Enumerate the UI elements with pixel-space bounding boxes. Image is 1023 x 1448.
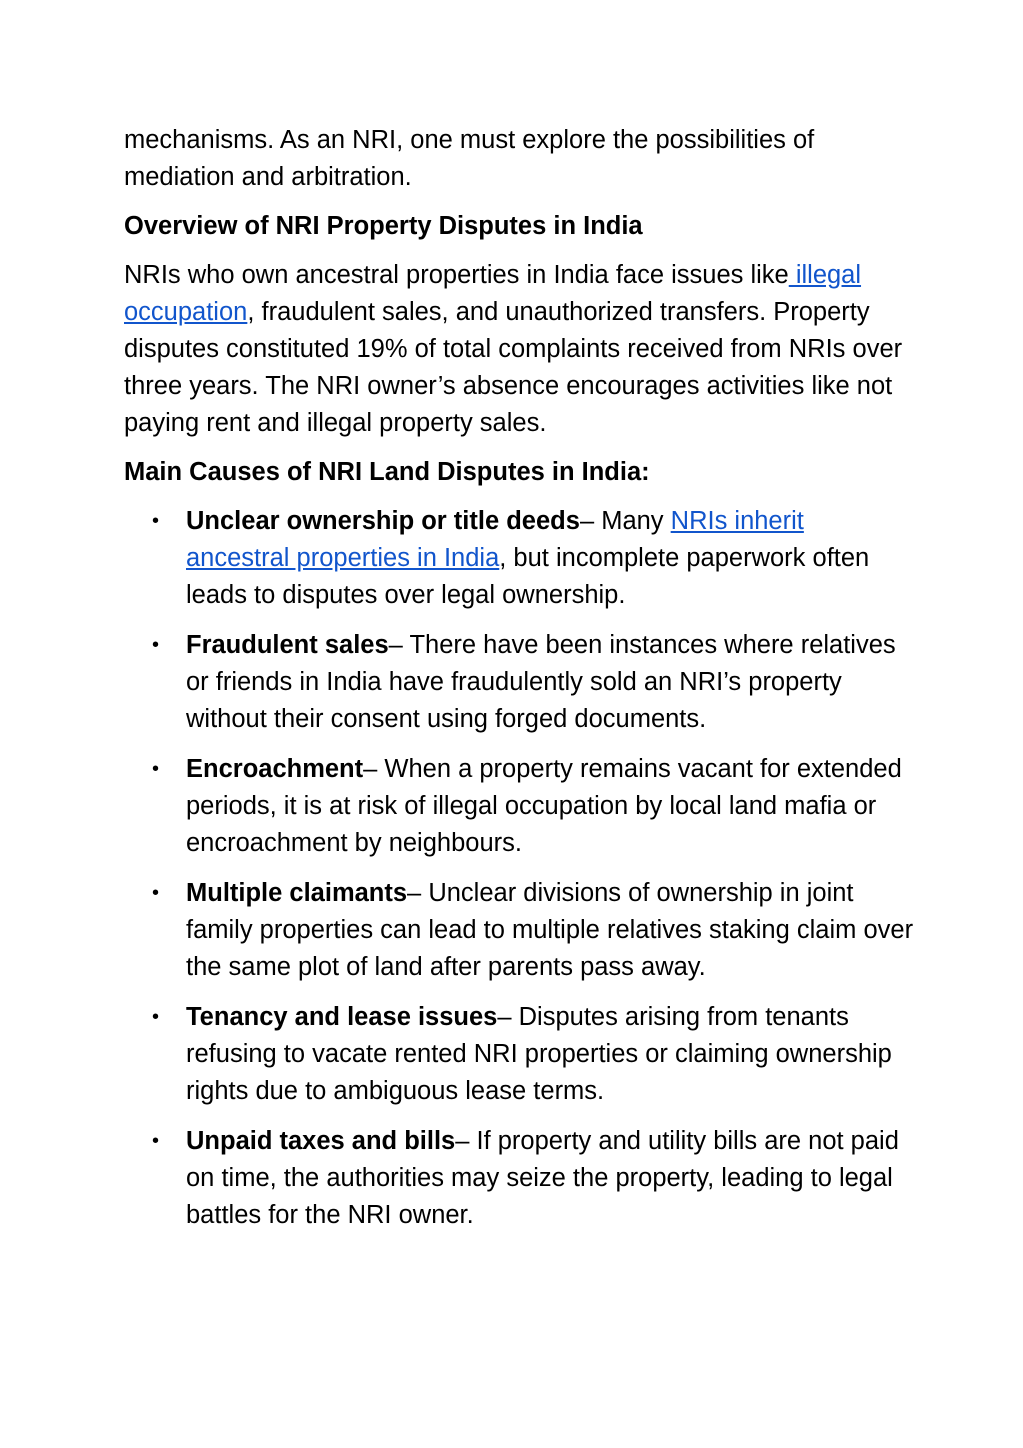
intro-paragraph: mechanisms. As an NRI, one must explore the possibilities of mediation and arbitration. xyxy=(124,126,815,191)
cause-text: – When a property remains vacant for extended periods, it is at risk of illegal occupation by local land mafia or encroachment by neighbours. xyxy=(186,755,902,857)
cause-term: Unpaid taxes and bills xyxy=(186,1127,456,1155)
cause-term: Tenancy and lease issues xyxy=(186,1003,498,1031)
cause-term: Fraudulent sales xyxy=(186,631,389,659)
cause-text: – If property and utility bills are not paid on time, the authorities may seize the property, leading to legal battles for the NRI owner. xyxy=(186,1127,899,1229)
bullet-icon: • xyxy=(152,634,160,656)
cause-text: – Disputes arising from tenants refusing to vacate rented NRI properties or claiming ownership rights due to ambiguous lease terms. xyxy=(186,1003,892,1105)
bullet-icon: • xyxy=(152,1130,160,1152)
illegal-occupation-link[interactable]: illegal occupation xyxy=(124,261,862,326)
list-item xyxy=(124,1123,914,1234)
cause-term: Encroachment xyxy=(186,755,364,783)
causes-heading: Main Causes of NRI Land Disputes in India: xyxy=(124,458,650,486)
cause-text-end: , but incomplete paperwork often leads to disputes over legal ownership. xyxy=(186,544,870,609)
cause-text: – Many xyxy=(579,507,671,535)
bullet-icon: • xyxy=(152,882,160,904)
nris-inherit-link[interactable]: NRIs inherit ancestral properties in India xyxy=(186,507,804,572)
list-item xyxy=(124,751,914,862)
overview-heading: Overview of NRI Property Disputes in India xyxy=(124,212,643,240)
cause-term: Multiple claimants xyxy=(186,879,408,907)
cause-text: – There have been instances where relatives or friends in India have fraudulently sold an NRI’s property without their consent using forged documents. xyxy=(186,631,896,733)
overview-paragraph xyxy=(124,257,914,442)
bullet-icon: • xyxy=(152,758,160,780)
bullet-icon: • xyxy=(152,510,160,532)
list-item xyxy=(124,503,914,614)
overview-text-start: NRIs who own ancestral properties in India face issues like xyxy=(124,261,789,289)
cause-text: – Unclear divisions of ownership in joint family properties can lead to multiple relatives staking claim over the same plot of land after parents pass away. xyxy=(186,879,914,981)
overview-text-end: , fraudulent sales, and unauthorized transfers. Property disputes constituted 19% of total complaints received from NRIs over three years. The NRI owner’s absence encourages activities like not paying rent and illegal property sales. xyxy=(124,298,903,437)
document-page xyxy=(124,122,914,1247)
bullet-icon: • xyxy=(152,1006,160,1028)
list-item xyxy=(124,875,914,986)
causes-list xyxy=(124,503,914,1234)
list-item xyxy=(124,627,914,738)
cause-term: Unclear ownership or title deeds xyxy=(186,507,580,535)
list-item xyxy=(124,999,914,1110)
